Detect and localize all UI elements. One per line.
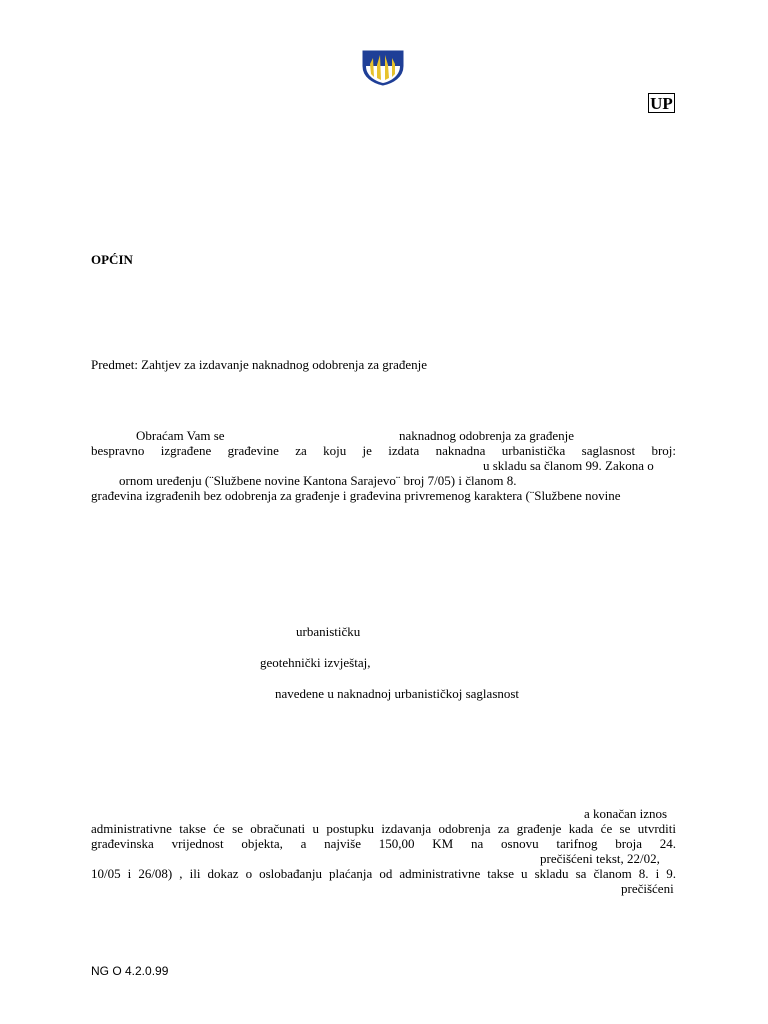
fees-line-3: građevinska vrijednost objekta, a najviše 150,00 KM na osnovu tarifnog broja 24. [91, 836, 676, 851]
body-line-1a: Obraćam Vam se [136, 428, 225, 443]
document-code-badge: UP [648, 93, 675, 113]
body-line-5: građevina izgrađenih bez odobrenja za građenje i građevina privremenog karaktera (¨Službene novine [91, 488, 621, 503]
fees-line-2: administrativne takse će se obračunati u postupku izdavanja odobrenja za građenje kada će se utvrditi [91, 821, 676, 836]
attachment-item-2: geotehnički izvještaj, [260, 655, 371, 670]
attachment-item-3: navedene u naknadnoj urbanističkoj saglasnost [275, 686, 520, 701]
subject-line: Predmet: Zahtjev za izdavanje naknadnog odobrenja za građenje [91, 357, 428, 372]
fees-line-5: 10/05 i 26/08) , ili dokaz o oslobađanju plaćanja od administrativne takse u skladu sa članom 8. i 9. [91, 866, 676, 881]
fees-line-6: prečišćeni [621, 881, 674, 896]
recipient-heading: OPĆIN [91, 252, 133, 267]
body-line-2: bespravno izgrađene građevine za koju je izdata naknadna urbanistička saglasnost broj: [91, 443, 676, 458]
footer-document-code: NG O 4.2.0.99 [91, 964, 169, 978]
fees-line-1: a konačan iznos [584, 806, 668, 821]
body-line-3: u skladu sa članom 99. Zakona o [483, 458, 654, 473]
fees-line-4: prečišćeni tekst, 22/02, [540, 851, 660, 866]
body-line-1b: naknadnog odobrenja za građenje [399, 428, 575, 443]
attachment-item-1: urbanističku [296, 624, 361, 639]
body-line-4: ornom uređenju (¨Službene novine Kantona Sarajevo¨ broj 7/05) i članom 8. [119, 473, 517, 488]
municipal-coat-of-arms-icon [362, 50, 404, 86]
